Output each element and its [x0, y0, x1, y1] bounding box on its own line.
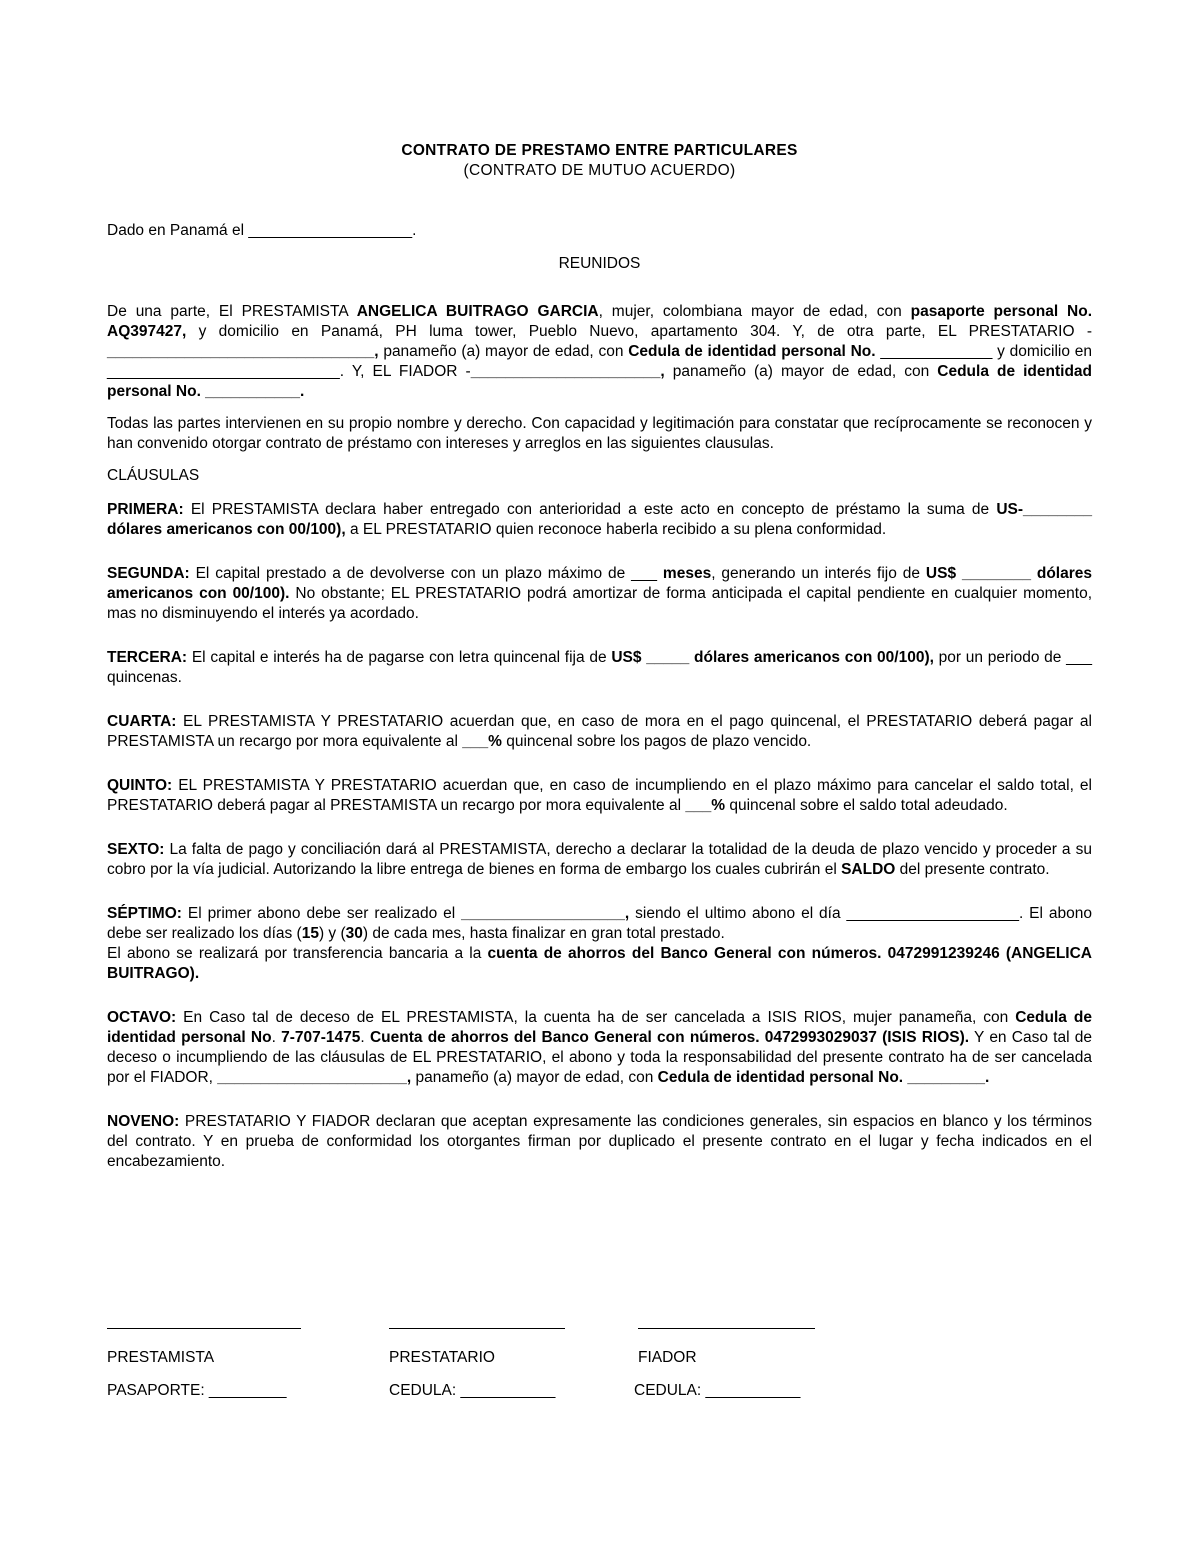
signature-id: CEDULA: ___________ — [389, 1382, 556, 1399]
clause-segunda: SEGUNDA: El capital prestado a de devolverse con un plazo máximo de ___ meses, generando un interés fijo de US$ ________ dólares americanos con 00/100). No obstante; EL PRESTATARIO podrá amortizar de forma anticipada el capital pendiente en cualquier momento, mas no disminuyendo el interés ya acordado. — [107, 565, 1092, 622]
signature-block-fiador — [634, 1328, 815, 1399]
signature-role: PRESTATARIO — [389, 1349, 495, 1366]
clause-quinto: QUINTO: EL PRESTAMISTA Y PRESTATARIO acuerdan que, en caso de incumpliendo en el plazo máximo para cancelar el saldo total, el PRESTATARIO deberá pagar al PRESTAMISTA un recargo por mora equivalente al ___% quincenal sobre el saldo total adeudado. — [107, 777, 1092, 814]
dated-line: Dado en Panamá el ___________________. — [107, 222, 417, 239]
intro-paragraph: Todas las partes intervienen en su propio nombre y derecho. Con capacidad y legitimación para constatar que recíprocamente se reconocen y han convenido otorgar contrato de préstamo con intereses y arreglos en las siguientes clausulas. — [107, 415, 1092, 452]
signature-role: FIADOR — [638, 1349, 697, 1366]
signature-id: PASAPORTE: _________ — [107, 1382, 287, 1399]
signature-line — [107, 1328, 301, 1329]
signature-line — [638, 1328, 815, 1329]
document-title: CONTRATO DE PRESTAMO ENTRE PARTICULARES — [401, 142, 798, 159]
signature-id: CEDULA: ___________ — [634, 1382, 801, 1399]
contract-body — [107, 141, 1092, 1172]
signature-block-prestamista — [107, 1328, 301, 1399]
clause-primera: PRIMERA: El PRESTAMISTA declara haber entregado con anterioridad a este acto en concepto de préstamo la suma de US-________ dólares americanos con 00/100), a EL PRESTATARIO quien reconoce haberla recibido a su plena conformidad. — [107, 501, 1092, 538]
document-subtitle: (CONTRATO DE MUTUO ACUERDO) — [463, 162, 736, 179]
clause-septimo-transfer: El abono se realizará por transferencia bancaria a la cuenta de ahorros del Banco General con números. 0472991239246 (ANGELICA BUITRAGO). — [107, 945, 1092, 982]
clause-noveno: NOVENO: PRESTATARIO Y FIADOR declaran que aceptan expresamente las condiciones generales, sin espacios en blanco y los términos del contrato. Y en prueba de conformidad los otorgantes firman por duplicado el presente contrato en el lugar y fecha indicados en el encabezamiento. — [107, 1113, 1092, 1170]
clause-octavo: OCTAVO: En Caso tal de deceso de EL PRESTAMISTA, la cuenta ha de ser cancelada a ISIS RIOS, mujer panameña, con Cedula de identidad personal No. 7-707-1475. Cuenta de ahorros del Banco General con números. 0472993029037 (ISIS RIOS). Y en Caso tal de deceso o incumpliendo de las cláusulas de EL PRESTATARIO, el abono y toda la responsabilidad del presente contrato ha de ser cancelada por el FIADOR, ______________________, panameño (a) mayor de edad, con Cedula de identidad personal No. _________. — [107, 1009, 1092, 1086]
parties-paragraph: De una parte, El PRESTAMISTA ANGELICA BUITRAGO GARCIA, mujer, colombiana mayor de edad, con pasaporte personal No. AQ397427, y domicilio en Panamá, PH luma tower, Pueblo Nuevo, apartamento 304. Y, de otra parte, EL PRESTATARIO - _______________________________, panameño (a) mayor de edad, con Cedula de identidad personal No. _____________ y domicilio en ___________________________. Y, EL FIADOR -______________________, panameño (a) mayor de edad, con Cedula de identidad personal No. ___________. — [107, 303, 1093, 400]
clause-cuarta: CUARTA: EL PRESTAMISTA Y PRESTATARIO acuerdan que, en caso de mora en el pago quincenal, el PRESTATARIO deberá pagar al PRESTAMISTA un recargo por mora equivalente al ___% quincenal sobre los pagos de plazo vencido. — [107, 713, 1092, 750]
clause-sexto: SEXTO: La falta de pago y conciliación dará al PRESTAMISTA, derecho a declarar la totalidad de la deuda de plazo vencido y proceder a su cobro por la vía judicial. Autorizando la libre entrega de bienes en forma de embargo los cuales cubrirán el SALDO del presente contrato. — [107, 841, 1092, 878]
signature-line — [389, 1328, 565, 1329]
clause-tercera: TERCERA: El capital e interés ha de pagarse con letra quincenal fija de US$ _____ dólares americanos con 00/100), por un periodo de ___ quincenas. — [107, 649, 1093, 686]
clausulas-heading: CLÁUSULAS — [107, 467, 200, 484]
signature-block-prestatario — [389, 1328, 565, 1399]
signature-role: PRESTAMISTA — [107, 1349, 215, 1366]
clause-septimo: SÉPTIMO: El primer abono debe ser realizado el ___________________, siendo el ultimo abono el día ____________________. El abono debe ser realizado los días (15) y (30) de cada mes, hasta finalizar en gran total prestado. — [107, 905, 1092, 942]
reunidos-heading: REUNIDOS — [558, 255, 641, 272]
